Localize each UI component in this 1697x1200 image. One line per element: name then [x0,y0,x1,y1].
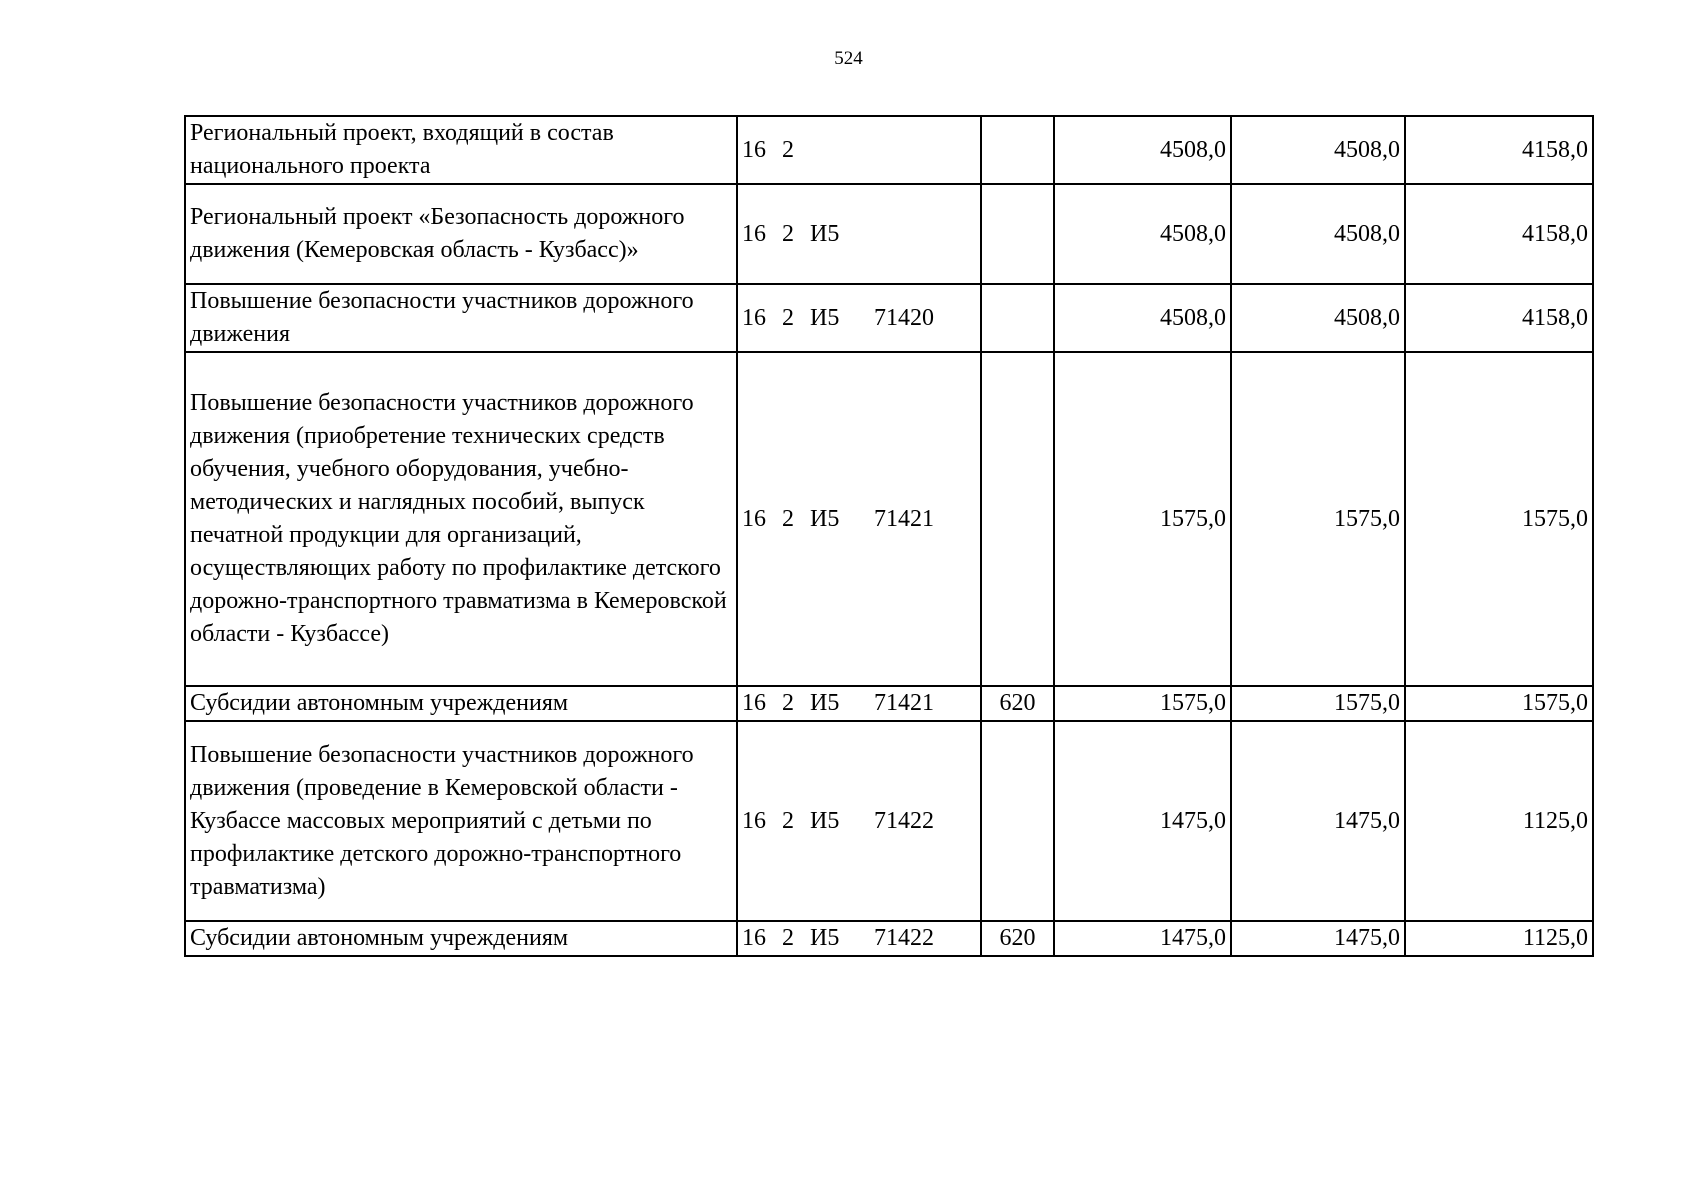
expense-type-cell: 620 [981,686,1054,721]
row-code [737,284,981,352]
row-name: Повышение безопасности участников дорожного движения (приобретение технических средств обучения, учебного оборудования, учебно-методических и наглядных пособий, выпуск печатной продукции для организаций, осуществляющих работу по профилактике детского дорожно-транспортного травматизма в Кемеровской области - Кузбассе) [185,352,737,686]
section-code: 16 [742,690,766,716]
row-code [737,921,981,956]
value-2-cell: 1575,0 [1231,686,1405,721]
table-row [185,352,1593,686]
row-name: Региональный проект, входящий в состав национального проекта [185,116,737,184]
direction-code: 71422 [874,925,934,951]
expense-type-cell [981,184,1054,284]
subprogram-code: 2 [782,220,794,247]
value-2-cell: 4508,0 [1231,284,1405,352]
expense-type-cell [981,116,1054,184]
value-2-cell: 4508,0 [1231,184,1405,284]
table-row [185,284,1593,352]
row-code [737,721,981,921]
row-name: Субсидии автономным учреждениям [185,921,737,956]
value-1-cell: 4508,0 [1054,284,1231,352]
section-code: 16 [742,505,766,532]
table-row [185,116,1593,184]
section-code: 16 [742,220,766,247]
value-3-cell: 4158,0 [1405,184,1593,284]
table-row [185,721,1593,921]
row-code [737,686,981,721]
project-code: И5 [810,304,840,331]
subprogram-code: 2 [782,136,794,163]
value-2-cell: 4508,0 [1231,116,1405,184]
subprogram-code: 2 [782,925,794,951]
direction-code: 71420 [874,304,934,331]
table-row [185,184,1593,284]
project-code: И5 [810,690,840,716]
section-code: 16 [742,304,766,331]
project-code: И5 [810,807,840,834]
row-code [737,116,981,184]
value-1-cell: 4508,0 [1054,116,1231,184]
value-3-cell: 1125,0 [1405,721,1593,921]
value-1-cell: 4508,0 [1054,184,1231,284]
expense-type-cell [981,721,1054,921]
expense-type-cell [981,352,1054,686]
row-name: Субсидии автономным учреждениям [185,686,737,721]
budget-table [184,115,1594,957]
expense-type-cell: 620 [981,921,1054,956]
row-code [737,352,981,686]
section-code: 16 [742,807,766,834]
direction-code: 71422 [874,807,934,834]
row-name: Повышение безопасности участников дорожного движения [185,284,737,352]
row-code [737,184,981,284]
table-row [185,686,1593,721]
page-number: 524 [834,48,863,69]
subprogram-code: 2 [782,505,794,532]
direction-code: 71421 [874,690,934,716]
value-3-cell: 4158,0 [1405,116,1593,184]
subprogram-code: 2 [782,304,794,331]
subprogram-code: 2 [782,807,794,834]
expense-type-cell [981,284,1054,352]
row-name: Региональный проект «Безопасность дорожного движения (Кемеровская область - Кузбасс)» [185,184,737,284]
subprogram-code: 2 [782,690,794,716]
section-code: 16 [742,136,766,163]
value-1-cell: 1575,0 [1054,352,1231,686]
value-1-cell: 1575,0 [1054,686,1231,721]
value-2-cell: 1575,0 [1231,352,1405,686]
value-1-cell: 1475,0 [1054,721,1231,921]
value-3-cell: 1125,0 [1405,921,1593,956]
value-3-cell: 4158,0 [1405,284,1593,352]
project-code: И5 [810,505,840,532]
direction-code: 71421 [874,505,934,532]
value-2-cell: 1475,0 [1231,721,1405,921]
row-name: Повышение безопасности участников дорожного движения (проведение в Кемеровской области - Кузбассе массовых мероприятий с детьми по профилактике детского дорожно-транспортного травматизма) [185,721,737,921]
value-1-cell: 1475,0 [1054,921,1231,956]
project-code: И5 [810,925,840,951]
table-row [185,921,1593,956]
value-2-cell: 1475,0 [1231,921,1405,956]
section-code: 16 [742,925,766,951]
value-3-cell: 1575,0 [1405,686,1593,721]
project-code: И5 [810,220,840,247]
value-3-cell: 1575,0 [1405,352,1593,686]
